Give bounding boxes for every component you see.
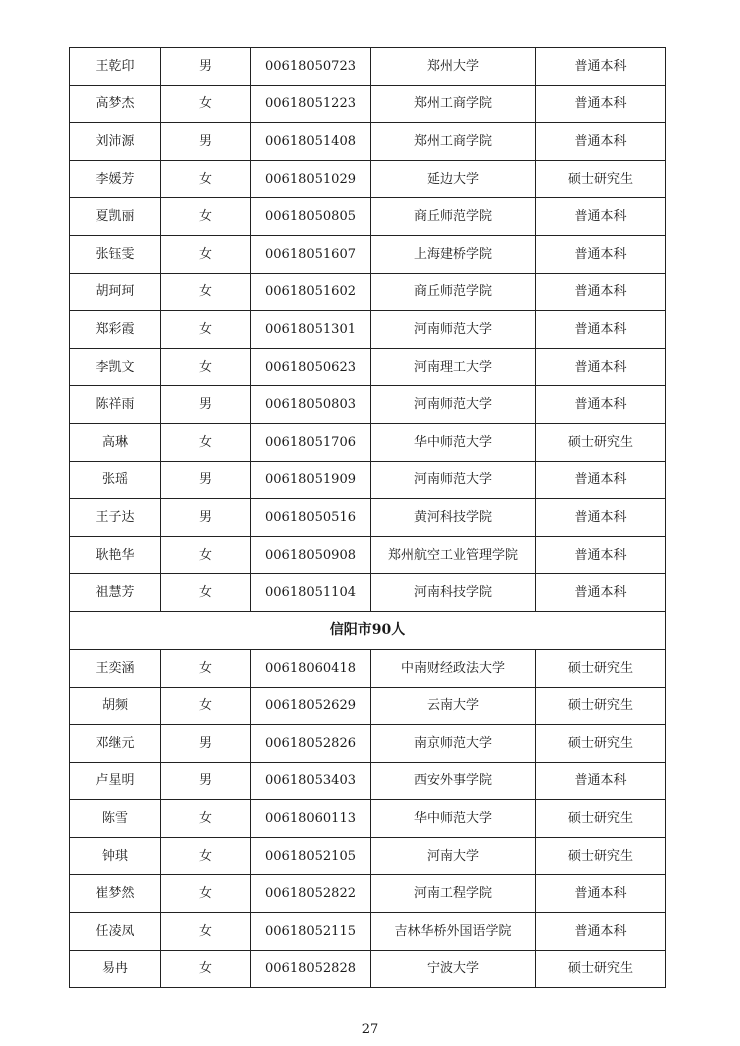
person-name-cell: 胡珂珂 bbox=[70, 273, 161, 311]
school-cell: 西安外事学院 bbox=[371, 762, 536, 800]
exam-id-cell: 00618051607 bbox=[251, 235, 371, 273]
exam-id-cell: 00618060113 bbox=[251, 800, 371, 838]
exam-id-cell: 00618050623 bbox=[251, 348, 371, 386]
degree-cell: 普通本科 bbox=[536, 48, 666, 86]
school-cell: 延边大学 bbox=[371, 160, 536, 198]
gender-cell: 女 bbox=[161, 273, 251, 311]
gender-cell: 男 bbox=[161, 725, 251, 763]
table-row bbox=[70, 837, 666, 875]
table-row bbox=[70, 423, 666, 461]
exam-id-cell: 00618050723 bbox=[251, 48, 371, 86]
person-name-cell: 任凌凤 bbox=[70, 913, 161, 951]
person-name-cell: 卢星明 bbox=[70, 762, 161, 800]
person-name-cell: 王乾印 bbox=[70, 48, 161, 86]
person-name-cell: 夏凯丽 bbox=[70, 198, 161, 236]
person-name-cell: 郑彩霞 bbox=[70, 311, 161, 349]
school-cell: 河南师范大学 bbox=[371, 461, 536, 499]
table-row bbox=[70, 725, 666, 763]
school-cell: 吉林华桥外国语学院 bbox=[371, 913, 536, 951]
roster-table bbox=[69, 47, 666, 988]
school-cell: 南京师范大学 bbox=[371, 725, 536, 763]
person-name-cell: 张瑶 bbox=[70, 461, 161, 499]
exam-id-cell: 00618051706 bbox=[251, 423, 371, 461]
degree-cell: 普通本科 bbox=[536, 386, 666, 424]
school-cell: 河南科技学院 bbox=[371, 574, 536, 612]
degree-cell: 普通本科 bbox=[536, 913, 666, 951]
exam-id-cell: 00618050803 bbox=[251, 386, 371, 424]
table-row bbox=[70, 273, 666, 311]
gender-cell: 女 bbox=[161, 85, 251, 123]
degree-cell: 普通本科 bbox=[536, 499, 666, 537]
gender-cell: 女 bbox=[161, 536, 251, 574]
exam-id-cell: 00618052828 bbox=[251, 950, 371, 988]
degree-cell: 硕士研究生 bbox=[536, 837, 666, 875]
gender-cell: 女 bbox=[161, 837, 251, 875]
person-name-cell: 李凯文 bbox=[70, 348, 161, 386]
degree-cell: 普通本科 bbox=[536, 875, 666, 913]
school-cell: 商丘师范学院 bbox=[371, 273, 536, 311]
exam-id-cell: 00618051602 bbox=[251, 273, 371, 311]
person-name-cell: 高琳 bbox=[70, 423, 161, 461]
exam-id-cell: 00618052822 bbox=[251, 875, 371, 913]
person-name-cell: 邓继元 bbox=[70, 725, 161, 763]
table-row bbox=[70, 875, 666, 913]
table-row bbox=[70, 48, 666, 86]
person-name-cell: 钟琪 bbox=[70, 837, 161, 875]
person-name-cell: 王奕涵 bbox=[70, 649, 161, 687]
school-cell: 河南师范大学 bbox=[371, 386, 536, 424]
school-cell: 郑州大学 bbox=[371, 48, 536, 86]
gender-cell: 女 bbox=[161, 348, 251, 386]
exam-id-cell: 00618052629 bbox=[251, 687, 371, 725]
exam-id-cell: 00618052826 bbox=[251, 725, 371, 763]
gender-cell: 女 bbox=[161, 423, 251, 461]
gender-cell: 男 bbox=[161, 48, 251, 86]
degree-cell: 硕士研究生 bbox=[536, 687, 666, 725]
gender-cell: 女 bbox=[161, 311, 251, 349]
table-row bbox=[70, 311, 666, 349]
person-name-cell: 李媛芳 bbox=[70, 160, 161, 198]
gender-cell: 女 bbox=[161, 160, 251, 198]
school-cell: 中南财经政法大学 bbox=[371, 649, 536, 687]
school-cell: 云南大学 bbox=[371, 687, 536, 725]
school-cell: 上海建桥学院 bbox=[371, 235, 536, 273]
exam-id-cell: 00618050805 bbox=[251, 198, 371, 236]
person-name-cell: 陈雪 bbox=[70, 800, 161, 838]
exam-id-cell: 00618051223 bbox=[251, 85, 371, 123]
school-cell: 华中师范大学 bbox=[371, 423, 536, 461]
exam-id-cell: 00618060418 bbox=[251, 649, 371, 687]
degree-cell: 普通本科 bbox=[536, 348, 666, 386]
degree-cell: 普通本科 bbox=[536, 123, 666, 161]
table-row bbox=[70, 123, 666, 161]
gender-cell: 女 bbox=[161, 574, 251, 612]
gender-cell: 男 bbox=[161, 123, 251, 161]
gender-cell: 男 bbox=[161, 461, 251, 499]
school-cell: 华中师范大学 bbox=[371, 800, 536, 838]
table-row bbox=[70, 687, 666, 725]
school-cell: 河南大学 bbox=[371, 837, 536, 875]
exam-id-cell: 00618050516 bbox=[251, 499, 371, 537]
gender-cell: 女 bbox=[161, 875, 251, 913]
section-title: 信阳市90人 bbox=[70, 611, 666, 649]
school-cell: 黄河科技学院 bbox=[371, 499, 536, 537]
person-name-cell: 崔梦然 bbox=[70, 875, 161, 913]
gender-cell: 男 bbox=[161, 499, 251, 537]
degree-cell: 硕士研究生 bbox=[536, 649, 666, 687]
person-name-cell: 祖慧芳 bbox=[70, 574, 161, 612]
table-row bbox=[70, 950, 666, 988]
school-cell: 郑州工商学院 bbox=[371, 123, 536, 161]
degree-cell: 硕士研究生 bbox=[536, 950, 666, 988]
degree-cell: 普通本科 bbox=[536, 536, 666, 574]
exam-id-cell: 00618051408 bbox=[251, 123, 371, 161]
degree-cell: 硕士研究生 bbox=[536, 725, 666, 763]
degree-cell: 硕士研究生 bbox=[536, 800, 666, 838]
gender-cell: 女 bbox=[161, 800, 251, 838]
table-row bbox=[70, 386, 666, 424]
degree-cell: 硕士研究生 bbox=[536, 423, 666, 461]
table-row bbox=[70, 160, 666, 198]
gender-cell: 女 bbox=[161, 235, 251, 273]
person-name-cell: 易冉 bbox=[70, 950, 161, 988]
table-row bbox=[70, 536, 666, 574]
person-name-cell: 刘沛源 bbox=[70, 123, 161, 161]
degree-cell: 普通本科 bbox=[536, 461, 666, 499]
table-row bbox=[70, 762, 666, 800]
person-name-cell: 陈祥雨 bbox=[70, 386, 161, 424]
school-cell: 商丘师范学院 bbox=[371, 198, 536, 236]
gender-cell: 男 bbox=[161, 386, 251, 424]
person-name-cell: 高梦杰 bbox=[70, 85, 161, 123]
person-name-cell: 王子达 bbox=[70, 499, 161, 537]
exam-id-cell: 00618051301 bbox=[251, 311, 371, 349]
school-cell: 郑州航空工业管理学院 bbox=[371, 536, 536, 574]
person-name-cell: 耿艳华 bbox=[70, 536, 161, 574]
table-row bbox=[70, 461, 666, 499]
roster-body bbox=[70, 48, 666, 988]
table-row bbox=[70, 198, 666, 236]
table-row bbox=[70, 913, 666, 951]
table-row bbox=[70, 85, 666, 123]
degree-cell: 普通本科 bbox=[536, 762, 666, 800]
degree-cell: 普通本科 bbox=[536, 574, 666, 612]
exam-id-cell: 00618050908 bbox=[251, 536, 371, 574]
degree-cell: 硕士研究生 bbox=[536, 160, 666, 198]
exam-id-cell: 00618052105 bbox=[251, 837, 371, 875]
section-row bbox=[70, 611, 666, 649]
table-row bbox=[70, 800, 666, 838]
table-row bbox=[70, 235, 666, 273]
degree-cell: 普通本科 bbox=[536, 85, 666, 123]
exam-id-cell: 00618051909 bbox=[251, 461, 371, 499]
degree-cell: 普通本科 bbox=[536, 273, 666, 311]
person-name-cell: 张钰雯 bbox=[70, 235, 161, 273]
school-cell: 河南工程学院 bbox=[371, 875, 536, 913]
gender-cell: 男 bbox=[161, 762, 251, 800]
page-number: 27 bbox=[361, 1022, 379, 1037]
person-name-cell: 胡频 bbox=[70, 687, 161, 725]
degree-cell: 普通本科 bbox=[536, 311, 666, 349]
table-row bbox=[70, 649, 666, 687]
table-row bbox=[70, 499, 666, 537]
table-row bbox=[70, 348, 666, 386]
table-row bbox=[70, 574, 666, 612]
exam-id-cell: 00618051104 bbox=[251, 574, 371, 612]
exam-id-cell: 00618053403 bbox=[251, 762, 371, 800]
gender-cell: 女 bbox=[161, 687, 251, 725]
gender-cell: 女 bbox=[161, 913, 251, 951]
school-cell: 宁波大学 bbox=[371, 950, 536, 988]
degree-cell: 普通本科 bbox=[536, 198, 666, 236]
school-cell: 河南师范大学 bbox=[371, 311, 536, 349]
exam-id-cell: 00618052115 bbox=[251, 913, 371, 951]
school-cell: 河南理工大学 bbox=[371, 348, 536, 386]
degree-cell: 普通本科 bbox=[536, 235, 666, 273]
school-cell: 郑州工商学院 bbox=[371, 85, 536, 123]
gender-cell: 女 bbox=[161, 198, 251, 236]
gender-cell: 女 bbox=[161, 649, 251, 687]
exam-id-cell: 00618051029 bbox=[251, 160, 371, 198]
gender-cell: 女 bbox=[161, 950, 251, 988]
